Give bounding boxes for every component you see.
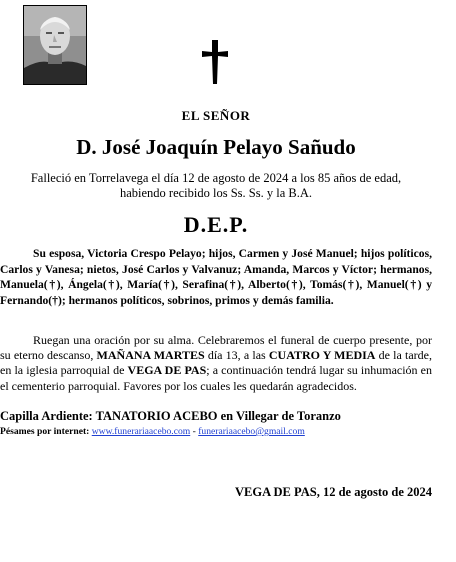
sacraments-line: habiendo recibido los Ss. Ss. y la B.A. [119,186,312,200]
death-line: Falleció en Torrelavega el día 12 de agosto de 2024 a los 85 años de edad, [30,171,402,185]
deceased-name: D. José Joaquín Pelayo Sañudo [76,135,356,159]
death-announcement [0,171,432,201]
funeral-place: VEGA DE PAS [127,363,207,378]
condolences-line [0,426,440,437]
chapel-line: Capilla Ardiente: TANATORIO ACEBO en Villegar de Toranzo [0,409,341,423]
funeral-text: día 13, a las [204,348,269,363]
funeral-text: de la tarde, en la iglesia parroquial de [0,348,433,378]
place-date-signoff: VEGA DE PAS, 12 de agosto de 2024 [234,485,432,499]
website-link[interactable]: www.funerariaacebo.com [91,426,191,437]
funeral-paragraph [0,333,432,394]
funeral-text: ; a continuación tendrá lugar su inhumación en el cementerio parroquial. Favores por los cuales les quedarán agradecidos. [0,363,432,393]
honorific-heading: EL SEÑOR [181,108,251,123]
rip-heading: D.E.P. [183,212,249,237]
funeral-text: Ruegan una oración por su alma. Celebraremos el funeral de cuerpo presente, por su eterno descanso, [0,333,432,363]
condolences-label: Pésames por internet: [0,426,92,437]
family-paragraph: Su esposa, Victoria Crespo Pelayo; hijos, Carmen y José Manuel; hijos políticos, Carlos y Vanesa; nietos, José Carlos y Valvanuz; Amanda, Marcos y Víctor; hermanos, Manuela(†), Ángela(†), María(†), Serafina(†), Alberto(†), Tomás(†), Manuel(†) y Fernando(†); hermanos políticos, sobrinos, primos y demás familia. [0,247,432,307]
funeral-time: CUATRO Y MEDIA [268,348,376,363]
email-link[interactable]: funerariaacebo@gmail.com [198,426,305,437]
latin-cross-icon [200,40,230,86]
portrait-photo [23,5,87,85]
funeral-day: MAÑANA MARTES [96,348,205,363]
link-separator: - [190,426,199,437]
